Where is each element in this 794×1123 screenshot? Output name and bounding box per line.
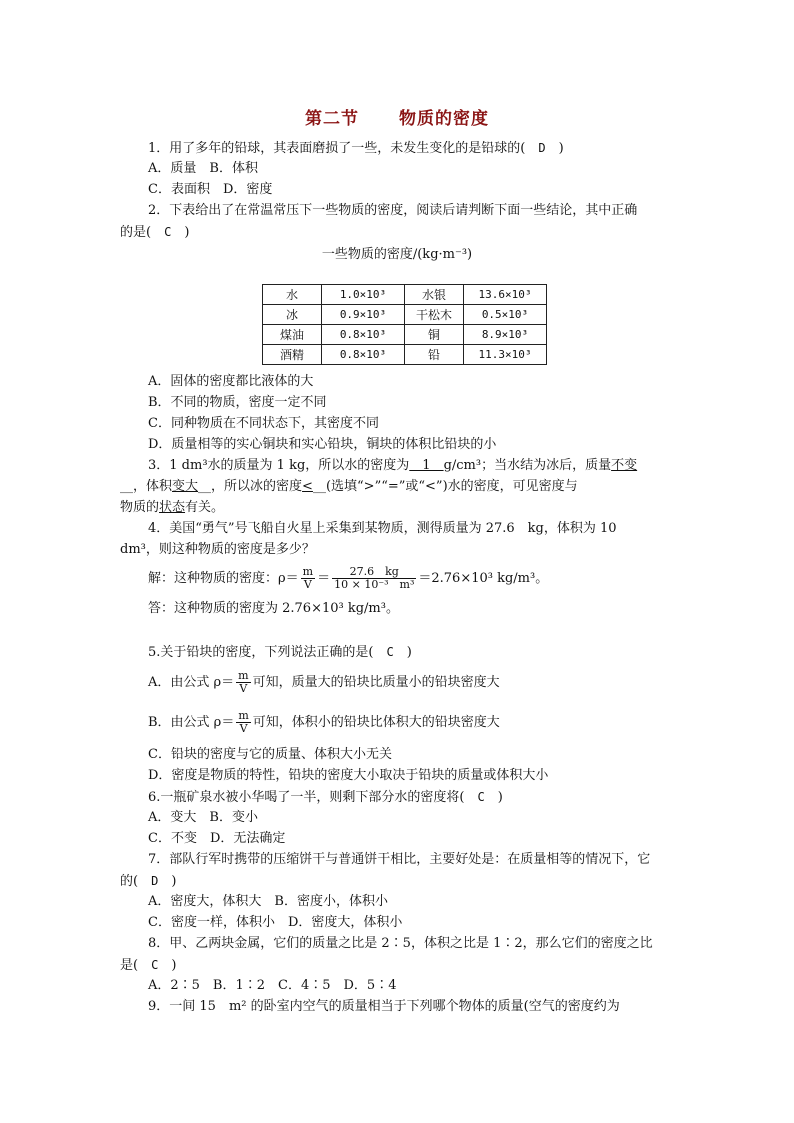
q3-blank-4: <: [302, 479, 313, 494]
section-number: 第二节: [305, 109, 359, 129]
q1-options-cd: C．表面积 D．密度: [148, 182, 273, 197]
q9-stem: 9．一间 15 m² 的卧室内空气的质量相当于下列哪个物体的质量(空气的密度约为: [148, 999, 620, 1014]
q6-answer: C: [477, 790, 485, 804]
q4-stem: 4．美国“勇气”号飞船自火星上采集到某物质，测得质量为 27.6 kg，体积为 10: [148, 521, 617, 536]
q4-solution: 解：这种物质的密度：ρ＝ $\frac{m}{V}$ ＝ $\frac{27.6 kg}{\text{10 × 10⁻³ m³}}$ ＝2.76×10³ kg/m³。: [148, 565, 549, 591]
formula-fraction: $\frac{m}{V}$: [302, 565, 314, 591]
q3-blank-3: 变大: [172, 479, 199, 494]
q2-stem-cont: 的是( C ): [120, 225, 190, 240]
q6-stem: 6.一瓶矿泉水被小华喝了一半，则剩下部分水的密度将( C ): [148, 790, 503, 805]
q3-line1: 3．1 dm³水的质量为 1 kg，所以水的密度为 1 g/cm³；当水结为冰后，质量不变: [148, 458, 638, 473]
q8-stem: 8．甲、乙两块金属，它们的质量之比是 2∶5，体积之比是 1∶2，那么它们的密度之比: [148, 936, 653, 951]
q5-answer: C: [386, 645, 394, 659]
q3-blank-2: 不变: [611, 458, 638, 473]
q7-answer: D: [151, 874, 159, 888]
q7-stem: 7．部队行军时携带的压缩饼干与普通饼干相比，主要好处是：在质量相等的情况下，它: [148, 852, 651, 867]
q4-answer: 答：这种物质的密度为 2.76×10³ kg/m³。: [148, 601, 399, 616]
q1-answer: D: [538, 141, 546, 155]
q3-blank-5: 状态: [159, 500, 186, 515]
table-row: 水 1.0×10³ 水银 13.6×10³: [263, 285, 547, 305]
formula-fraction: $\frac{m}{V}$: [238, 669, 249, 695]
q3-blank-1: 1: [409, 458, 444, 473]
table-row: 酒精 0.8×10³ 铅 11.3×10³: [263, 345, 547, 365]
q7-stem-cont: 的( D ): [120, 874, 177, 889]
q2-answer: C: [164, 225, 172, 239]
formula-fraction: $\frac{m}{V}$: [238, 709, 249, 735]
q6-options-cd: C．不变 D．无法确定: [148, 831, 286, 846]
q5-stem: 5.关于铅块的密度，下列说法正确的是( C ): [148, 645, 412, 660]
q1-options-ab: A．质量 B．体积: [148, 161, 258, 176]
q5-option-d: D．密度是物质的特性，铅块的密度大小取决于铅块的质量或体积大小: [148, 768, 549, 783]
q6-options-ab: A．变大 B．变小: [148, 810, 258, 825]
q2-option-c: C．同种物质在不同状态下，其密度不同: [148, 416, 379, 431]
section-name: 物质的密度: [399, 109, 489, 129]
table-row: 冰 0.9×10³ 干松木 0.5×10³: [263, 305, 547, 325]
q2-option-b: B．不同的物质，密度一定不同: [148, 395, 327, 410]
q3-line3: 物质的状态有关。: [120, 500, 225, 515]
q5-option-c: C．铅块的密度与它的质量、体积大小无关: [148, 747, 392, 762]
q1-stem: 1．用了多年的铅球，其表面磨损了一些，未发生变化的是铅球的( D ): [148, 141, 564, 156]
q2-option-d: D．质量相等的实心铜块和实心铅块，铜块的体积比铅块的小: [148, 437, 497, 452]
q5-option-a: A．由公式 ρ＝ $\frac{m}{V}$ 可知，质量大的铅块比质量小的铅块密度大: [148, 669, 500, 695]
q8-stem-cont: 是( C ): [120, 958, 177, 973]
q5-option-b: B．由公式 ρ＝ $\frac{m}{V}$ 可知，体积小的铅块比体积大的铅块密度大: [148, 709, 500, 735]
table-title: 一些物质的密度/(kg·m⁻³): [321, 247, 473, 262]
page-title: [0, 104, 794, 129]
q2-stem: 2．下表给出了在常温常压下一些物质的密度，阅读后请判断下面一些结论，其中正确: [148, 203, 638, 218]
table-row: 煤油 0.8×10³ 铜 8.9×10³: [263, 325, 547, 345]
q2-option-a: A．固体的密度都比液体的大: [148, 374, 314, 389]
density-table: [262, 284, 547, 365]
q7-options-ab: A．密度大，体积大 B．密度小，体积小: [148, 894, 388, 909]
q8-options: A．2∶5 B．1∶2 C．4∶5 D．5∶4: [148, 978, 397, 993]
q4-stem-cont: dm³，则这种物质的密度是多少？: [120, 542, 315, 557]
calc-fraction: $\frac{27.6 kg}{\text{10 × 10⁻³ m³}}$: [334, 565, 415, 591]
q8-answer: C: [151, 958, 159, 972]
q3-line2: __，体积变大__，所以冰的密度<__(选填“>”“=”或“<”)水的密度，可见密度与: [120, 479, 578, 494]
q7-options-cd: C．密度一样，体积小 D．密度大，体积小: [148, 915, 403, 930]
